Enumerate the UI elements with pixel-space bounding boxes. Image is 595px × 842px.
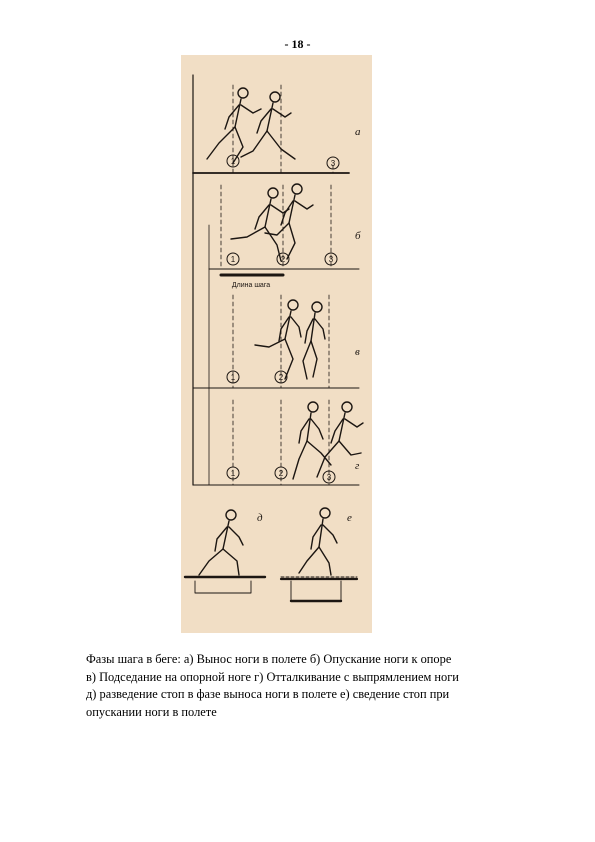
caption-line-1: Фазы шага в беге: а) Вынос ноги в полете б) Опускание ноги к опоре	[86, 652, 452, 666]
page-number: - 18 -	[284, 37, 311, 51]
marker-2-v: 2	[278, 373, 284, 382]
running-phases-figure	[181, 55, 372, 633]
panel-letter-b: б	[355, 230, 361, 242]
caption-line-3: д) разведение стоп в фазе выноса ноги в полете е) сведение стоп при	[86, 687, 450, 701]
marker-1-b: 1	[230, 255, 236, 264]
marker-3-a: 3	[330, 159, 336, 168]
panel-letter-e: е	[347, 512, 352, 524]
panel-letter-v: в	[355, 346, 360, 358]
caption-line-4: опускании ноги в полете	[86, 704, 217, 719]
caption-line-2: в) Подседание на опорной ноге г) Отталкивание с выпрямлением ноги	[86, 669, 459, 684]
panel-letter-d: д	[257, 512, 263, 524]
marker-3-b: 3	[328, 255, 334, 264]
marker-2-g: 2	[278, 469, 284, 478]
marker-1-g: 1	[230, 469, 236, 478]
marker-3-g: 3	[326, 473, 332, 482]
panel-letter-a: а	[355, 126, 361, 138]
panel-letter-g: г	[355, 460, 360, 472]
marker-1-a: 1	[230, 157, 236, 166]
step-length-label: Длина шага	[231, 282, 271, 289]
marker-1-v: 1	[230, 373, 236, 382]
marker-2-b: 2	[280, 255, 286, 264]
figure-caption	[86, 651, 506, 721]
